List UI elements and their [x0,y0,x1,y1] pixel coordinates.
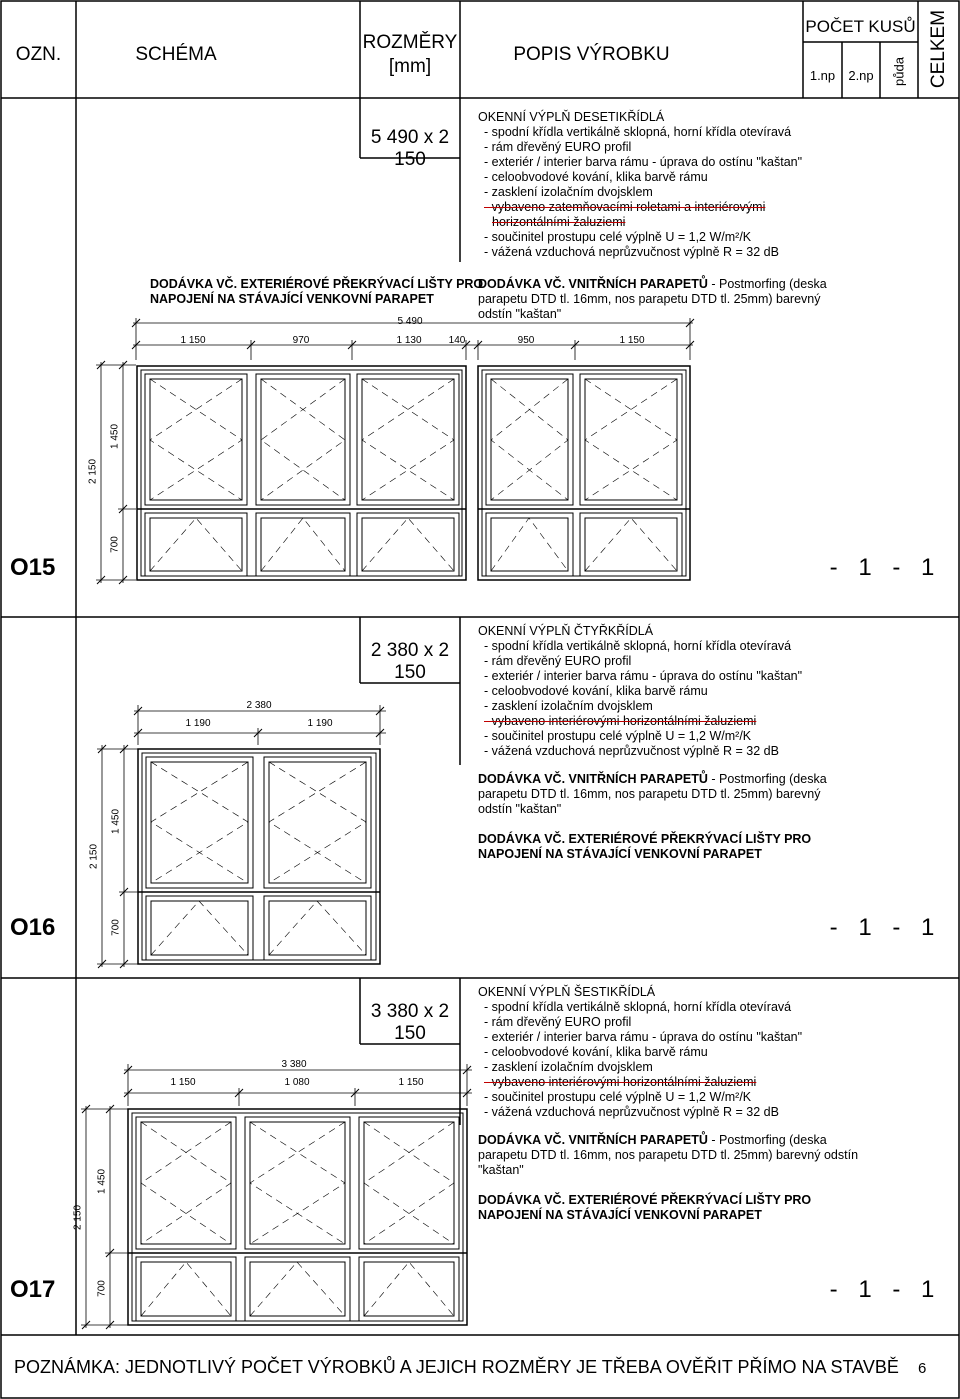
o16-struck-line: - vybaveno interiérovými horizontálními žaluziemi [484,714,757,728]
o16-vdim-total: 2 150 [88,843,100,870]
o17-dim: 1 150 [170,1077,196,1088]
header-np2: 2.np [848,68,874,83]
o16-code: O16 [10,914,56,941]
o17-line: - celoobvodové kování, klika barvě rámu [484,1045,708,1059]
o15-int-sill [478,277,827,322]
o15-line: - exteriér / interier barva rámu - úprava do ostínu "kaštan" [484,155,803,169]
o16-int-sill-line: odstín "kaštan" [478,802,562,816]
o16-dimension: 2 380 x 2 150 [370,640,450,683]
header-ozn: OZN. [15,44,62,65]
o17-description [478,985,802,1120]
o17-int-sill-bold: DODÁVKA VČ. VNITŘNÍCH PARAPETŮ [478,1133,708,1147]
footer-note: POZNÁMKA: JEDNOTLIVÝ POČET VÝROBKŮ A JEJICH ROZMĚRY JE TŘEBA OVĚŘIT PŘÍMO NA STAVBĚ [14,1357,899,1377]
o17-dimension: 3 380 x 2 150 [370,1001,450,1044]
o15-ext-sill-line: NAPOJENÍ NA STÁVAJÍCÍ VENKOVNÍ PARAPET [150,292,434,306]
o17-counts: - 1 - 1 [829,1276,935,1303]
o16-int-sill [478,772,827,817]
o15-int-sill-line: odstín "kaštan" [478,307,562,321]
o17-code: O17 [10,1276,56,1303]
o17-ext-sill-line: NAPOJENÍ NA STÁVAJÍCÍ VENKOVNÍ PARAPET [478,1208,762,1222]
o15-line: - spodní křídla vertikálně sklopná, horní křídla otevíravá [484,125,792,139]
o15-dim: 1 130 [396,335,422,346]
o15-title: OKENNÍ VÝPLŇ DESETIKŘÍDLÁ [478,110,665,124]
o17-line: - zasklení izolačním dvojsklem [484,1060,653,1074]
o16-int-sill-line: parapetu DTD tl. 16mm, nos parapetu DTD tl. 25mm) barevný [478,787,821,801]
o16-ext-sill-line: NAPOJENÍ NA STÁVAJÍCÍ VENKOVNÍ PARAPET [478,847,762,861]
o16-int-sill-bold: DODÁVKA VČ. VNITŘNÍCH PARAPETŮ [478,772,708,786]
header-np1: 1.np [809,68,836,83]
o15-ext-sill [150,277,483,307]
o15-vdim-top: 1 450 [109,423,121,450]
o15-int-sill-bold: DODÁVKA VČ. VNITŘNÍCH PARAPETŮ [478,277,708,291]
o15-dim: 950 [517,335,535,346]
o15-struck-line: horizontálními žaluziemi [492,215,626,229]
o15-dim: 970 [292,335,310,346]
o15-line: - rám dřevěný EURO profil [484,140,632,154]
o16-description [478,624,802,759]
o15-struck-line: - vybaveno zatemňovacími roletami a interiérovými [484,200,766,214]
o16-elevation [97,705,386,968]
header-pocet-kusu: POČET KUSŮ [805,17,916,36]
o16-counts: - 1 - 1 [829,914,935,941]
o15-counts: - 1 - 1 [829,554,935,581]
o16-title: OKENNÍ VÝPLŇ ČTYŘKŘÍDLÁ [478,624,654,638]
o17-ext-sill [478,1193,811,1223]
o17-int-sill [478,1133,858,1178]
o17-ext-sill-line: DODÁVKA VČ. EXTERIÉROVÉ PŘEKRÝVACÍ LIŠTY PRO [478,1193,812,1207]
o17-line: - spodní křídla vertikálně sklopná, horní křídla otevíravá [484,1000,792,1014]
o15-code: O15 [10,554,56,581]
o17-vdim-bottom: 700 [96,1280,108,1297]
o17-vdim-total: 2 150 [72,1204,84,1231]
o15-line: - vážená vzduchová neprůzvučnost výplně R = 32 dB [484,245,779,259]
o16-line: - součinitel prostupu celé výplně U = 1,2 W/m²/K [484,729,752,743]
o17-int-sill-line: "kaštan" [478,1163,524,1177]
o15-ext-sill-line: DODÁVKA VČ. EXTERIÉROVÉ PŘEKRÝVACÍ LIŠTY PRO [150,277,484,291]
o16-ext-sill [478,832,811,862]
o16-dim: 1 190 [307,718,333,729]
o16-ext-sill-line: DODÁVKA VČ. EXTERIÉROVÉ PŘEKRÝVACÍ LIŠTY PRO [478,832,812,846]
header-celkem: CELKEM [928,9,949,89]
o16-vdim-top: 1 450 [110,808,122,835]
o15-dim-total: 5 490 [397,316,423,327]
o17-struck-line: - vybaveno interiérovými horizontálními žaluziemi [484,1075,757,1089]
header-puda: půda [891,57,907,86]
o17-vdim-top: 1 450 [96,1168,108,1195]
o16-line: - exteriér / interier barva rámu - úprava do ostínu "kaštan" [484,669,803,683]
o17-dim: 1 150 [398,1077,424,1088]
o15-dim: 140 [448,335,466,346]
o15-line: - zasklení izolačním dvojsklem [484,185,653,199]
o15-vdim-bottom: 700 [109,536,121,553]
o15-line: - celoobvodové kování, klika barvě rámu [484,170,708,184]
o16-vdim-bottom: 700 [110,919,122,936]
o16-line: - spodní křídla vertikálně sklopná, horní křídla otevíravá [484,639,792,653]
o15-int-sill-text: - Postmorfing (deska [707,277,827,291]
o16-line: - vážená vzduchová neprůzvučnost výplně R = 32 dB [484,744,779,758]
o15-dimension: 5 490 x 2 150 [370,127,450,170]
header-rozmery-unit: [mm] [388,56,432,77]
o16-int-sill-text: - Postmorfing (deska [707,772,827,786]
o15-int-sill-line: parapetu DTD tl. 16mm, nos parapetu DTD tl. 25mm) barevný [478,292,821,306]
o17-int-sill-line: parapetu DTD tl. 16mm, nos parapetu DTD tl. 25mm) barevný odstín [478,1148,859,1162]
o17-dim-total: 3 380 [281,1059,307,1070]
o17-dim: 1 080 [284,1077,310,1088]
o15-description [478,110,802,260]
o17-line: - vážená vzduchová neprůzvučnost výplně R = 32 dB [484,1105,779,1119]
o16-line: - celoobvodové kování, klika barvě rámu [484,684,708,698]
o16-line: - zasklení izolačním dvojsklem [484,699,653,713]
header-rozmery: ROZMĚRY [362,32,458,53]
o17-title: OKENNÍ VÝPLŇ ŠESTIKŘÍDLÁ [478,985,656,999]
o16-dim: 1 190 [185,718,211,729]
o17-line: - exteriér / interier barva rámu - úprava do ostínu "kaštan" [484,1030,803,1044]
o15-vdim-total: 2 150 [87,458,99,485]
o15-line: - součinitel prostupu celé výplně U = 1,2 W/m²/K [484,230,752,244]
o15-dim: 1 150 [180,335,206,346]
o17-line: - součinitel prostupu celé výplně U = 1,2 W/m²/K [484,1090,752,1104]
header-popis: POPIS VÝROBKU [513,44,670,65]
page-number: 6 [918,1360,927,1377]
o16-line: - rám dřevěný EURO profil [484,654,632,668]
o17-line: - rám dřevěný EURO profil [484,1015,632,1029]
o17-int-sill-text: - Postmorfing (deska [707,1133,827,1147]
o16-dim-total: 2 380 [246,700,272,711]
header-schema: SCHÉMA [135,44,217,65]
o15-dim: 1 150 [619,335,645,346]
o17-elevation [81,1064,472,1329]
o15-elevation [96,318,694,584]
